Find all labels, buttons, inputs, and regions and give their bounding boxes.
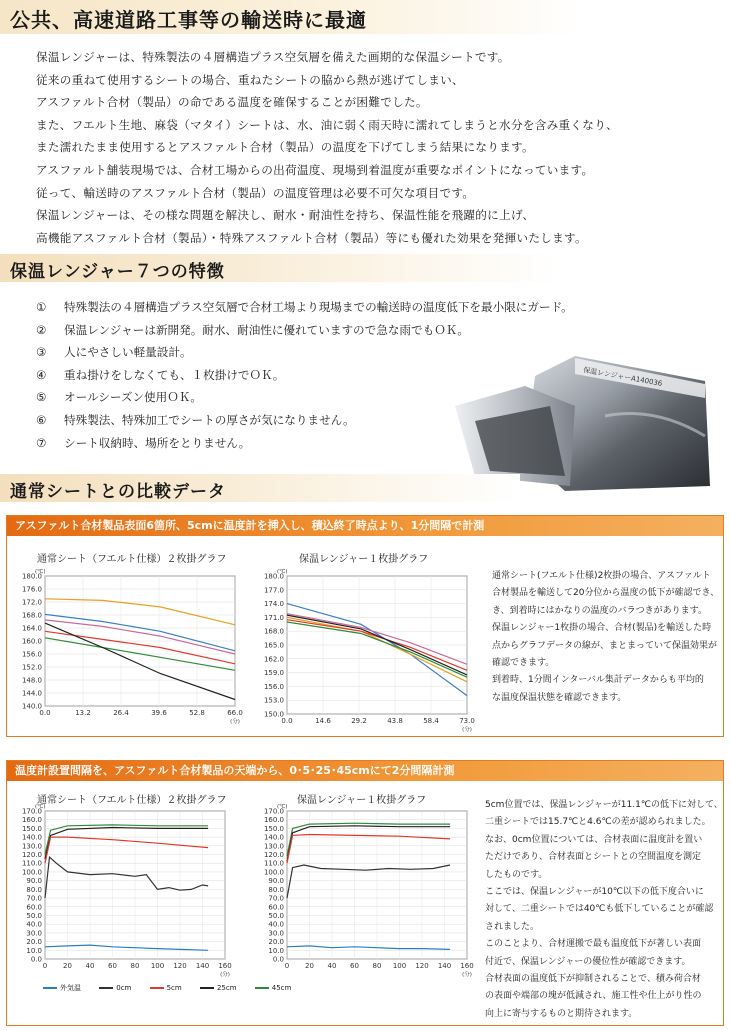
feature-text: 特殊製法の４層構造プラス空気層で合材工場より現場までの輸送時の温度低下を最小限にガード。: [64, 300, 573, 314]
x-tick-label: 13.2: [75, 709, 91, 717]
product-photo: [455, 336, 715, 496]
legend-item: [43, 984, 81, 992]
intro-line: アスファルト舗装現場では、合材工場からの出荷温度、現場到着温度が重要なポイントになっています。: [36, 162, 594, 177]
y-tick-label: 159.0: [263, 669, 284, 678]
x-tick-label: 39.6: [151, 709, 167, 717]
y-tick-label: 130.0: [263, 842, 284, 851]
x-tick-label: 160: [218, 962, 232, 970]
feature-text: 特殊製法、特殊加工でシートの厚さが気になりません。: [64, 412, 355, 427]
intro-line: 従って、輸送時のアスファルト合材（製品）の温度管理は必要不可欠な項目です。: [36, 185, 475, 200]
feature-num: ⑦: [36, 435, 47, 450]
y-tick-label: 100.0: [21, 868, 42, 877]
x-tick-label: 80: [130, 962, 140, 970]
chart-2-title: 保温レンジャー１枚掛グラフ: [299, 554, 429, 565]
y-tick-label: 110.0: [263, 859, 284, 868]
feature-num: ④: [36, 367, 47, 382]
y-tick-label: 10.0: [268, 946, 284, 955]
x-unit-label: (分): [220, 972, 230, 978]
y-tick-label: 160.0: [21, 816, 42, 825]
y-tick-label: 177.0: [263, 586, 284, 595]
y-tick-label: 168.0: [263, 627, 284, 636]
x-tick-label: 73.0: [459, 717, 475, 725]
x-unit-label: (分): [462, 727, 472, 733]
x-tick-label: 40: [327, 962, 337, 970]
x-tick-label: 43.8: [387, 717, 403, 725]
y-tick-label: 70.0: [268, 894, 284, 903]
photo-label: 保温レンジャーA140036: [582, 366, 663, 388]
page-title: 公共、高速道路工事等の輸送時に最適: [10, 8, 367, 32]
panel-2-note: [485, 797, 723, 1023]
intro-line: 従来の重ねて使用するシートの場合、重ねたシートの脇から熱が逃げてしまい、: [36, 72, 464, 87]
note-line: 点からグラフデータの線が、まとまっていて保温効果が: [492, 640, 718, 651]
y-tick-label: 156.0: [263, 682, 284, 691]
note-line: 合材表面の温度低下が抑制されることで、積み荷合材: [485, 974, 701, 985]
feature-num: ②: [36, 322, 47, 337]
compare-heading: [0, 474, 520, 502]
x-tick-label: 60: [108, 962, 117, 970]
note-line: 向上に寄与するものと期待されます。: [485, 1008, 638, 1019]
y-tick-label: 176.0: [21, 585, 42, 594]
y-tick-label: 160.0: [21, 637, 42, 646]
y-tick-label: 160.0: [263, 816, 284, 825]
note-line: き、到着時にはかなりの温度のバラつきがあります。: [492, 605, 707, 616]
y-tick-label: 40.0: [26, 920, 42, 929]
feature-text: 重ね掛けをしなくても、１枚掛けでＯＫ。: [64, 367, 285, 382]
legend-item: [150, 984, 182, 992]
y-tick-label: 165.0: [263, 641, 284, 650]
y-tick-label: 140.0: [21, 833, 42, 842]
legend-label: 45cm: [271, 984, 292, 992]
y-tick-label: 80.0: [268, 885, 284, 894]
legend-swatch: [150, 987, 164, 989]
y-tick-label: 50.0: [268, 911, 284, 920]
y-tick-label: 150.0: [21, 824, 42, 833]
chart-1: [7, 562, 247, 734]
y-tick-label: 70.0: [26, 894, 42, 903]
legend-swatch: [200, 987, 214, 989]
feature-num: ③: [36, 345, 47, 360]
feature-text: 人にやさしい軽量設計。: [64, 345, 192, 360]
note-line: の表面や端部の塊が低減され、施工性や仕上がり性の: [485, 991, 702, 1002]
note-line: なお、0cm位置については、合材表面に温度計を置い: [485, 834, 703, 845]
y-tick-label: 172.0: [21, 598, 42, 607]
feature-text: シート収納時、場所をとりません。: [64, 435, 251, 450]
x-tick-label: 140: [437, 962, 452, 970]
chart-legend: [43, 983, 307, 993]
y-tick-label: 162.0: [263, 655, 284, 664]
note-line: 到着時、1分間インターバル集計データからも平均的: [492, 675, 704, 686]
legend-swatch: [43, 987, 57, 989]
feature-text: 保温レンジャーは新開発。耐水、耐油性に優れていますので急な雨でもＯＫ。: [64, 322, 469, 337]
x-tick-label: 0: [284, 962, 290, 970]
y-tick-label: 120.0: [263, 851, 284, 860]
note-line: 合材製品を輸送して20分位から温度の低下が確認でき、: [492, 588, 720, 599]
chart-1-title: 通常シート（フエルト仕様）２枚掛グラフ: [37, 554, 227, 565]
y-tick-label: 171.0: [263, 613, 284, 622]
y-tick-label: 110.0: [21, 859, 42, 868]
y-tick-label: 0.0: [272, 955, 284, 964]
x-tick-label: 14.6: [315, 717, 331, 725]
y-tick-label: 174.0: [263, 600, 284, 609]
intro-line: また濡れたまま使用するとアスファルト合材（製品）の温度を下げてしまう結果になります。: [36, 140, 534, 155]
intro-line: 保温レンジャーは、特殊製法の４層構造プラス空気層を備えた画期的な保温シートです。: [36, 50, 510, 64]
legend-item: [255, 984, 292, 992]
y-tick-label: 20.0: [26, 938, 42, 947]
y-tick-label: 60.0: [26, 903, 42, 912]
legend-label: 0cm: [116, 984, 132, 992]
features-heading: [0, 254, 560, 282]
intro-line: 保温レンジャーは、その様な問題を解決し、耐水・耐油性を持ち、保温性能を飛躍的に上げ、: [36, 208, 535, 223]
panel-2-header: 温度計設置間隔を、アスファルト合材製品の天端から、0･5･25･45cmにて2分間隔計測: [7, 761, 723, 781]
feature-text: オールシーズン使用ＯＫ。: [64, 390, 203, 405]
y-tick-label: 90.0: [268, 877, 284, 886]
note-line: ここでは、保温レンジャーが10℃以下の低下度合いに: [485, 887, 704, 898]
y-tick-label: 60.0: [268, 903, 284, 912]
y-tick-label: 148.0: [21, 676, 42, 685]
x-tick-label: 60: [350, 962, 359, 970]
chart-2: [249, 562, 489, 734]
y-tick-label: 100.0: [263, 868, 284, 877]
y-tick-label: 30.0: [268, 929, 284, 938]
feature-num: ⑤: [36, 390, 47, 405]
x-unit-label: (分): [462, 972, 472, 978]
y-tick-label: 20.0: [268, 938, 284, 947]
note-line: したものです。: [485, 869, 548, 880]
chart-3-title: 通常シート（フエルト仕様）２枚掛グラフ: [37, 795, 227, 806]
y-tick-label: 150.0: [263, 710, 284, 719]
y-tick-label: 140.0: [21, 702, 42, 711]
y-tick-label: 30.0: [26, 929, 42, 938]
x-tick-label: 26.4: [113, 709, 129, 717]
comparison-panel-1: [6, 515, 724, 737]
intro-line: 高機能アスファルト合材（製品）・特殊アスファルト合材（製品）等にも優れた効果を発揮いたします。: [36, 230, 587, 245]
chart-3: [7, 801, 247, 983]
legend-item: [99, 984, 131, 992]
y-unit-label: (℃): [35, 569, 46, 575]
y-tick-label: 164.0: [21, 624, 42, 633]
y-tick-label: 150.0: [263, 824, 284, 833]
x-tick-label: 58.4: [423, 717, 439, 725]
note-line: 通常シート(フエルト仕様)2枚掛の場合、アスファルト: [492, 571, 711, 581]
note-line: 付近で、保温レンジャーの優位性が確認できます。: [485, 956, 691, 967]
x-tick-label: 20: [63, 962, 72, 970]
note-line: されました。: [485, 921, 540, 932]
intro-text: [36, 46, 726, 249]
y-tick-label: 10.0: [26, 946, 42, 955]
note-line: ただけであり、合材表面とシートとの空間温度を測定: [485, 852, 702, 863]
y-tick-label: 152.0: [21, 663, 42, 672]
y-tick-label: 80.0: [26, 885, 42, 894]
y-tick-label: 90.0: [26, 877, 42, 886]
comparison-panel-2: [6, 760, 724, 1026]
x-tick-label: 0: [42, 962, 48, 970]
compare-title: 通常シートとの比較データ: [10, 482, 226, 502]
chart-4: [249, 801, 489, 983]
feature-item: [36, 296, 573, 319]
y-tick-label: 50.0: [26, 911, 42, 920]
x-tick-label: 120: [173, 962, 187, 970]
y-tick-label: 0.0: [30, 955, 42, 964]
x-tick-label: 52.8: [189, 709, 205, 717]
x-tick-label: 120: [415, 962, 429, 970]
y-tick-label: 170.0: [263, 807, 284, 816]
y-unit-label: (℃): [35, 804, 46, 810]
y-tick-label: 120.0: [21, 851, 42, 860]
legend-swatch: [255, 987, 269, 989]
x-tick-label: 0.0: [281, 717, 293, 725]
note-line: このことより、合材運搬で最も温度低下が著しい表面: [485, 939, 702, 950]
legend-item: [200, 984, 237, 992]
legend-label: 外気温: [60, 984, 81, 992]
y-tick-label: 153.0: [263, 696, 284, 705]
x-tick-label: 20: [305, 962, 314, 970]
x-tick-label: 0.0: [39, 709, 51, 717]
note-line: 対して、二重シートでは40℃も低下していることが確認: [485, 904, 714, 915]
panel-1-header: アスファルト合材製品表面6箇所、5cmに温度計を挿入し、積込終了時点より、1分間隔で計測: [7, 516, 723, 536]
y-tick-label: 180.0: [263, 572, 284, 581]
y-tick-label: 140.0: [263, 833, 284, 842]
panel-1-note: [492, 568, 719, 707]
y-tick-label: 40.0: [268, 920, 284, 929]
intro-line: アスファルト合材（製品）の命である温度を確保することが困難でした。: [36, 95, 428, 110]
x-tick-label: 80: [372, 962, 382, 970]
note-line: 5cm位置では、保温レンジャーが11.1℃の低下に対して、: [485, 800, 723, 810]
note-line: 二重シートでは15.7℃と4.6℃の差が認められました。: [485, 817, 711, 828]
legend-label: 5cm: [166, 984, 182, 992]
y-tick-label: 168.0: [21, 611, 42, 620]
y-tick-label: 180.0: [21, 572, 42, 581]
note-line: 保温レンジャー1枚掛の場合、合材(製品)を輸送した時: [492, 623, 712, 634]
intro-line: また、フエルト生地、麻袋（マタイ）シートは、水、油に弱く雨天時に濡れてしまうと水分を含み重くなり、: [36, 117, 618, 132]
x-tick-label: 66.0: [227, 709, 243, 717]
x-tick-label: 100: [150, 962, 165, 970]
y-tick-label: 156.0: [21, 650, 42, 659]
legend-swatch: [99, 987, 113, 989]
x-tick-label: 40: [85, 962, 95, 970]
x-tick-label: 140: [195, 962, 210, 970]
feature-num: ①: [36, 300, 47, 314]
y-tick-label: 130.0: [21, 842, 42, 851]
y-unit-label: (℃): [277, 804, 288, 810]
features-title: 保温レンジャー７つの特徴: [10, 262, 225, 282]
x-tick-label: 100: [392, 962, 407, 970]
y-tick-label: 170.0: [21, 807, 42, 816]
legend-label: 25cm: [216, 984, 237, 992]
y-tick-label: 144.0: [21, 689, 42, 698]
x-tick-label: 29.2: [351, 717, 367, 725]
page-title-banner: [0, 0, 730, 34]
feature-num: ⑥: [36, 412, 47, 427]
note-line: な温度保温状態を確認できます。: [492, 692, 627, 703]
note-line: 確認できます。: [492, 658, 555, 669]
x-unit-label: (分): [230, 719, 240, 725]
chart-4-title: 保温レンジャー１枚掛グラフ: [297, 795, 427, 806]
y-unit-label: (℃): [277, 569, 288, 575]
x-tick-label: 160: [460, 962, 474, 970]
